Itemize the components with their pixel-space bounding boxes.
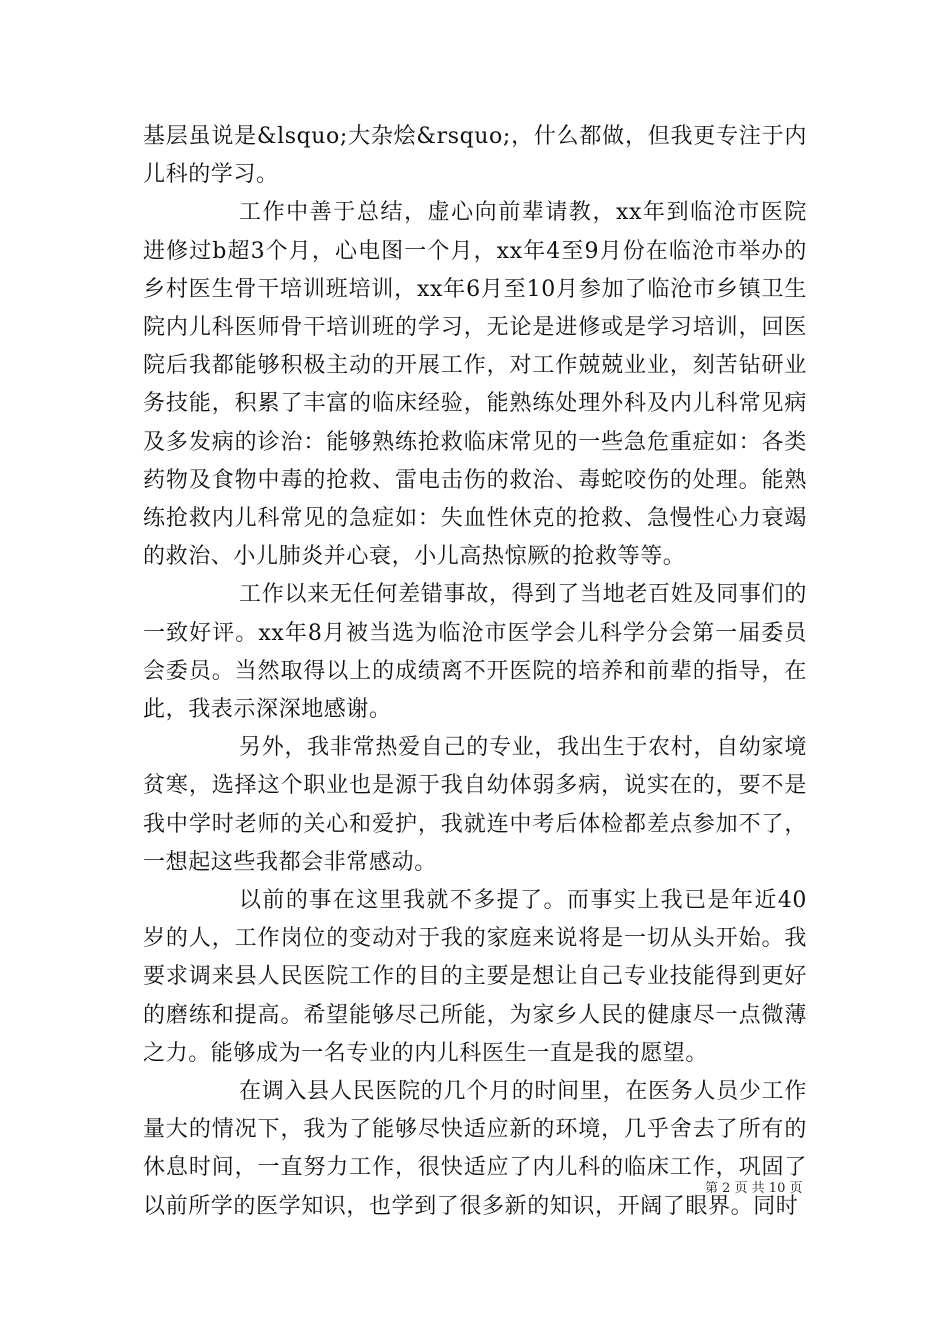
paragraph-2: 工作中善于总结，虚心向前辈请教，xx年到临沧市医院进修过b超3个月，心电图一个月，xx年4至9月份在临沧市举办的乡村医生骨干培训班培训，xx年6月至10月参加了临沧市乡镇卫生院内儿科医师骨干培训班的学习，无论是进修或是学习培训，回医院后我都能够积极主动的开展工作，对工作兢兢业业，刻苦钻研业务技能，积累了丰富的临床经验，能熟练处理外科及内儿科常见病及多发病的诊治：能够熟练抢救临床常见的一些急危重症如：各类药物及食物中毒的抢救、雷电击伤的救治、毒蛇咬伤的处理。能熟练抢救内儿科常见的急症如：失血性休克的抢救、急慢性心力衰竭的救治、小儿肺炎并心衰，小儿高热惊厥的抢救等等。: [143, 200, 807, 570]
paragraph-6: 在调入县人民医院的几个月的时间里，在医务人员少工作量大的情况下，我为了能够尽快适应新的环境，几乎舍去了所有的休息时间，一直努力工作，很快适应了内儿科的临床工作，巩固了以前所学的医学知识，也学到了很多新的知识，开阔了眼界。同时: [143, 1079, 807, 1219]
paragraph-3: 工作以来无任何差错事故，得到了当地老百姓及同事们的一致好评。xx年8月被当选为临沧市医学会儿科学分会第一届委员会委员。当然取得以上的成绩离不开医院的培养和前辈的指导，在此，我表示深深地感谢。: [143, 582, 807, 723]
body-text: [143, 118, 807, 1226]
paragraph-5: 以前的事在这里我就不多提了。而事实上我已是年近40岁的人，工作岗位的变动对于我的家庭来说将是一切从头开始。我要求调来县人民医院工作的目的主要是想让自己专业技能得到更好的磨练和提高。希望能够尽己所能，为家乡人民的健康尽一点微薄之力。能够成为一名专业的内儿科医生一直是我的愿望。: [143, 888, 807, 1066]
paragraph-4: 另外，我非常热爱自己的专业，我出生于农村，自幼家境贫寒，选择这个职业也是源于我自幼体弱多病，说实在的，要不是我中学时老师的关心和爱护，我就连中考后体检都差点参加不了，一想起这些我都会非常感动。: [143, 735, 807, 875]
page-number-footer: 第 2 页 共 10 页: [705, 1181, 803, 1196]
paragraph-1: 基层虽说是&lsquo;大杂烩&rsquo;，什么都做，但我更专注于内儿科的学习。: [143, 124, 807, 188]
